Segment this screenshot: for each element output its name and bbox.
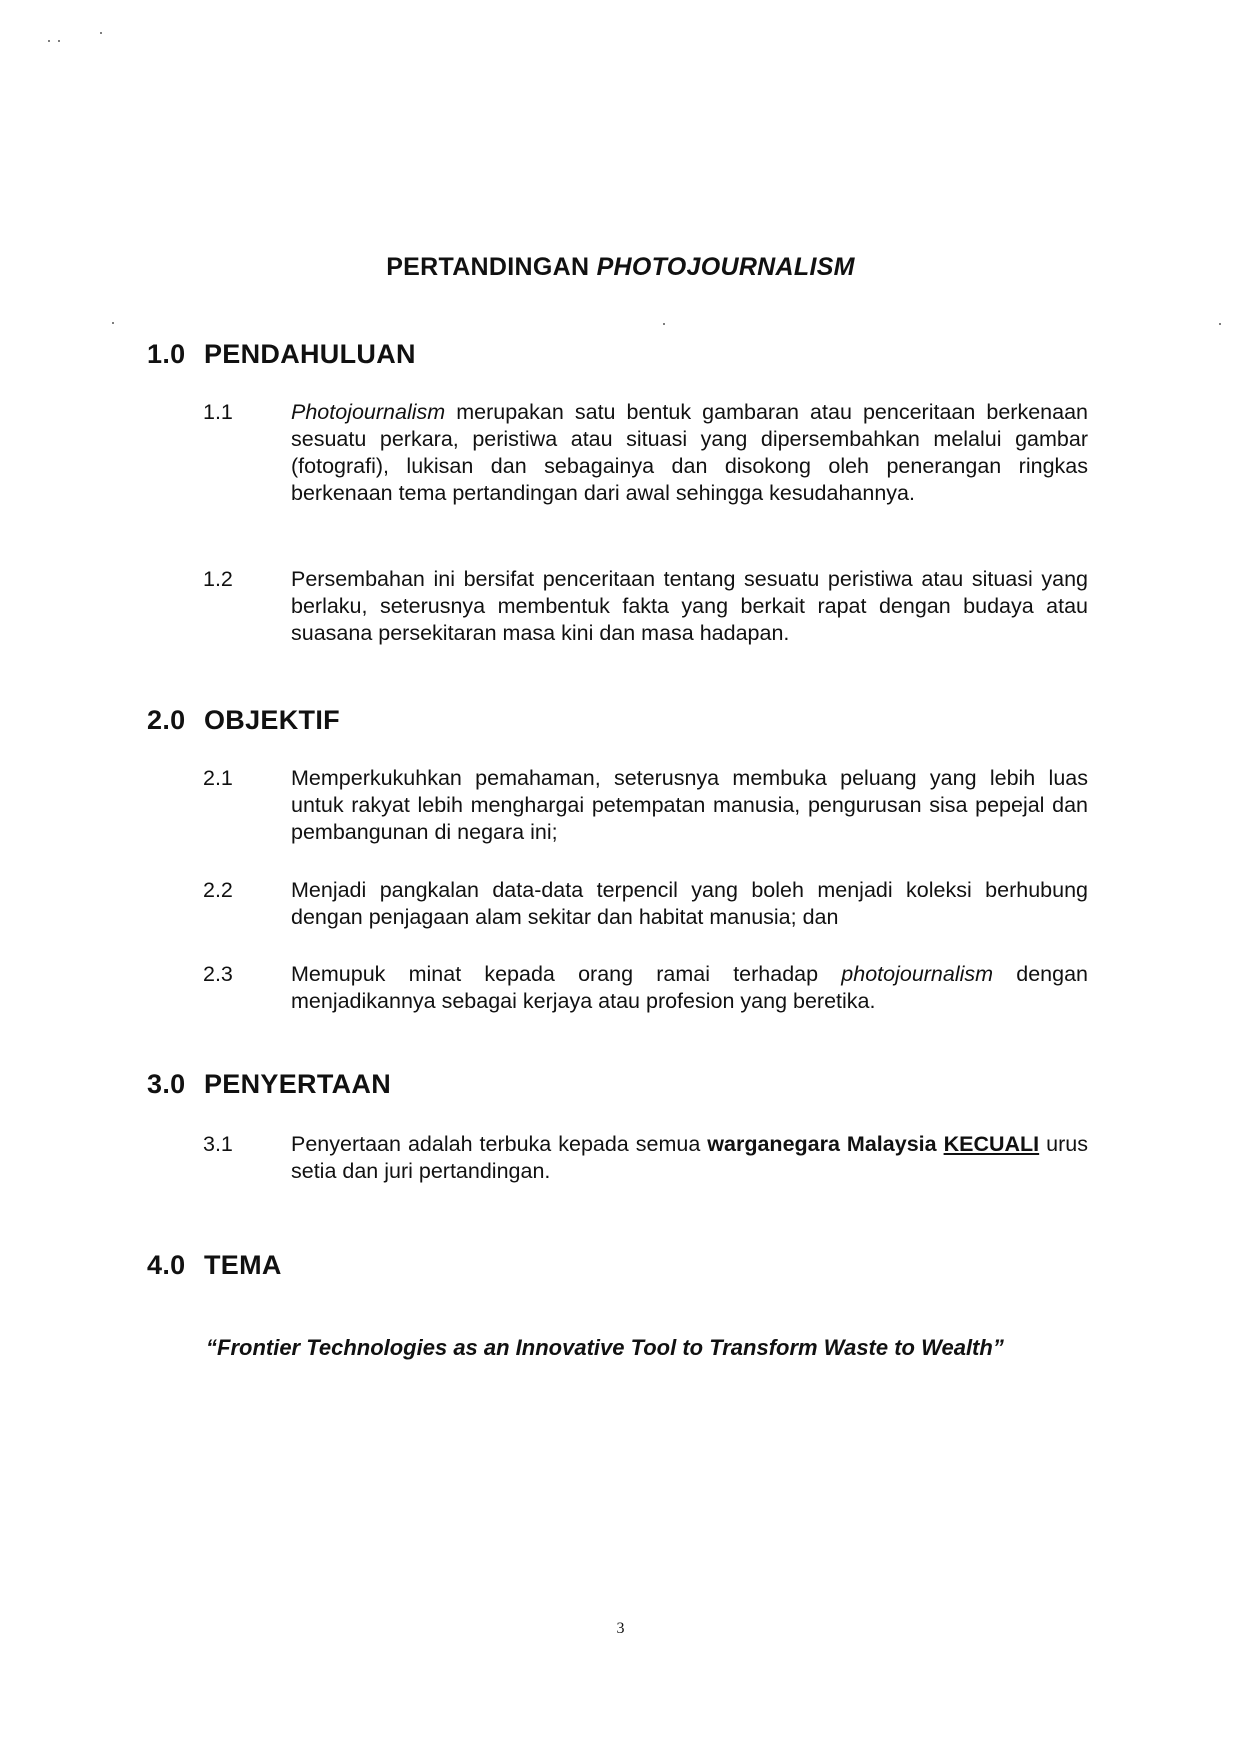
theme-statement: “Frontier Technologies as an Innovative Tool to Transform Waste to Wealth” (206, 1335, 1004, 1360)
clause-text: Menjadi pangkalan data-data terpencil yang boleh menjadi koleksi berhubung dengan penjagaan alam sekitar dan habitat manusia; dan (291, 878, 1088, 929)
clause-bold-term: warganegara Malaysia (707, 1132, 937, 1156)
clause-body-start: Memupuk minat kepada orang ramai terhadap (291, 962, 842, 986)
clause-italic-term: photojournalism (841, 962, 994, 986)
page-number: 3 (616, 1620, 625, 1637)
clause-text: Memperkukuhkan pemahaman, seterusnya membuka peluang yang lebih luas untuk rakyat lebih menghargai petempatan manusia, pengurusan sisa pepejal dan pembangunan di negara ini; (291, 766, 1088, 844)
clause-body-end: urus setia dan juri pertandingan. (291, 1132, 1088, 1183)
section-heading-tema (147, 1250, 282, 1281)
clause-number: 1.1 (203, 400, 233, 424)
clause-text (291, 399, 1088, 507)
clause-text (291, 961, 1088, 1015)
clause-number: 1.2 (203, 567, 233, 591)
document-title (0, 253, 1241, 282)
clause-text (291, 1131, 1088, 1185)
clause-1-1 (203, 399, 1088, 507)
clause-number: 2.2 (203, 878, 233, 902)
clause-body: merupakan satu bentuk gambaran atau penceritaan berkenaan sesuatu perkara, peristiwa atau situasi yang dipersembahkan melalui gambar (fotografi), lukisan dan sebagainya dan disokong oleh penerangan ringkas berkenaan tema pertandingan dari awal sehingga kesudahannya. (291, 400, 1088, 505)
scan-speck (58, 40, 60, 42)
scan-speck (1219, 323, 1221, 325)
clause-number: 3.1 (203, 1132, 233, 1156)
section-title: TEMA (204, 1250, 282, 1280)
scan-speck (100, 32, 102, 34)
scan-speck (663, 323, 665, 325)
section-heading-objektif (147, 705, 340, 736)
section-title: OBJEKTIF (204, 705, 340, 735)
clause-3-1 (203, 1131, 1088, 1185)
clause-text: Persembahan ini bersifat penceritaan tentang sesuatu peristiwa atau situasi yang berlaku, seterusnya membentuk fakta yang berkait rapat dengan budaya atau suasana persekitaran masa kini dan masa hadapan. (291, 567, 1088, 645)
clause-number: 2.1 (203, 766, 233, 790)
section-number: 4.0 (147, 1250, 186, 1280)
clause-number: 2.3 (203, 962, 233, 986)
clause-italic-lead: Photojournalism (291, 400, 446, 424)
section-number: 2.0 (147, 705, 186, 735)
title-italic: PHOTOJOURNALISM (596, 253, 855, 281)
scan-speck (112, 322, 114, 324)
scan-speck (48, 40, 50, 42)
title-main: PERTANDINGAN (386, 253, 597, 281)
section-number: 3.0 (147, 1069, 186, 1099)
section-number: 1.0 (147, 339, 186, 369)
section-title: PENYERTAAN (204, 1069, 392, 1099)
clause-underlined-term: KECUALI (943, 1132, 1040, 1156)
section-title: PENDAHULUAN (204, 339, 416, 369)
clause-2-2 (203, 877, 1088, 931)
clause-body-end: dengan menjadikannya sebagai kerjaya atau profesion yang beretika. (291, 962, 1088, 1013)
clause-1-2 (203, 566, 1088, 647)
clause-2-3 (203, 961, 1088, 1015)
section-heading-penyertaan (147, 1069, 391, 1100)
section-heading-pendahuluan (147, 339, 416, 370)
clause-body-start: Penyertaan adalah terbuka kepada semua (291, 1132, 708, 1156)
clause-2-1 (203, 765, 1088, 846)
